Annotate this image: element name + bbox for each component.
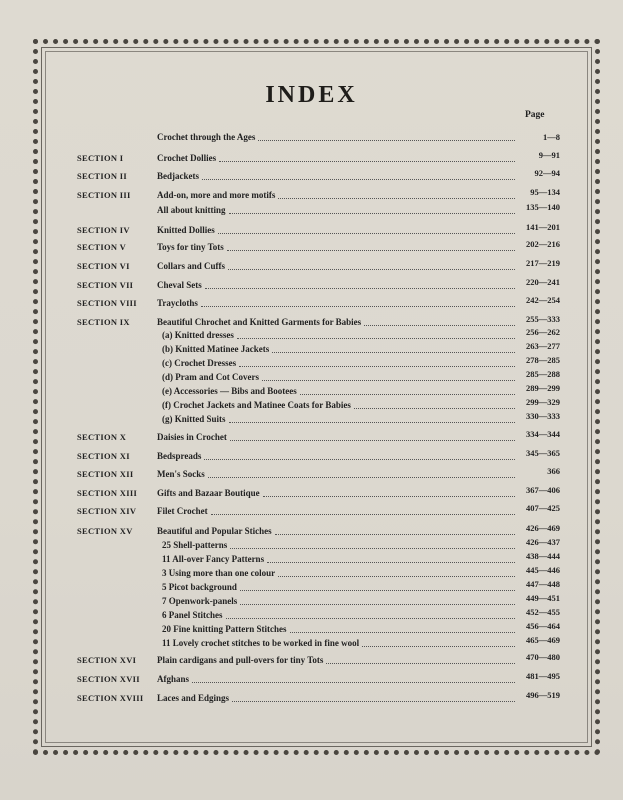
section-label: SECTION XVII: [77, 674, 140, 684]
index-row: [0, 296, 623, 310]
section-label: SECTION XV: [77, 526, 133, 536]
index-row: [0, 486, 623, 500]
index-row: [0, 691, 623, 705]
section-label: SECTION X: [77, 432, 127, 442]
entry-title: Knitted Dollies: [157, 225, 215, 235]
entry-title-line: [162, 552, 515, 566]
entry-title-line: [157, 151, 515, 165]
page-range: 447—448: [526, 579, 560, 589]
entry-title: (c) Crochet Dresses: [162, 358, 237, 368]
dot-leader: [278, 196, 515, 199]
entry-title-line: [162, 370, 515, 384]
entry-title: Plain cardigans and pull-overs for tiny Tots: [157, 655, 324, 665]
entry-title: (a) Knitted dresses: [162, 330, 234, 340]
section-label: SECTION IX: [77, 317, 130, 327]
index-row: [0, 653, 623, 667]
entry-title-line: [162, 580, 515, 594]
page-range: 366: [547, 466, 560, 476]
index-row: [0, 504, 623, 518]
page-range: 426—469: [526, 523, 560, 533]
dot-leader: [204, 457, 515, 460]
page-range: 1—8: [543, 132, 560, 142]
section-label: SECTION IV: [77, 225, 130, 235]
dot-leader: [262, 378, 515, 381]
section-label: SECTION II: [77, 171, 128, 181]
dot-leader: [226, 616, 516, 619]
page-range: 367—406: [526, 485, 560, 495]
entry-title-line: [157, 653, 515, 667]
dot-leader: [205, 286, 515, 289]
section-label: SECTION VII: [77, 280, 134, 290]
section-label: SECTION XI: [77, 451, 130, 461]
page-range: 407—425: [526, 503, 560, 513]
dot-leader: [219, 159, 515, 162]
dot-leader: [237, 336, 515, 339]
page-range: 465—469: [526, 635, 560, 645]
entry-title: Add-on, more and more motifs: [157, 190, 276, 200]
index-row: [0, 203, 623, 217]
entry-title-line: [157, 430, 515, 444]
dot-leader: [362, 644, 515, 647]
dot-leader: [278, 574, 515, 577]
section-label: SECTION XIV: [77, 506, 137, 516]
entry-title: 11 Lovely crochet stitches to be worked in fine wool: [162, 638, 360, 648]
entry-title: Traycloths: [157, 298, 198, 308]
entry-title-line: [157, 240, 515, 254]
entry-title-line: [162, 342, 515, 356]
section-label: SECTION XVI: [77, 655, 137, 665]
page-range: 449—451: [526, 593, 560, 603]
dot-leader: [354, 406, 515, 409]
page-range: 470—480: [526, 652, 560, 662]
entry-title: Daisies in Crochet: [157, 432, 227, 442]
entry-title-line: [162, 412, 515, 426]
entry-title: (b) Knitted Matinee Jackets: [162, 344, 270, 354]
dot-leader: [240, 588, 515, 591]
entry-title: Crochet Dollies: [157, 153, 217, 163]
entry-title: Laces and Edgings: [157, 693, 230, 703]
entry-title-line: [157, 169, 515, 183]
page-range: 217—219: [526, 258, 560, 268]
page-range: 445—446: [526, 565, 560, 575]
entry-title-line: [157, 203, 515, 217]
dot-leader: [267, 560, 515, 563]
entry-title-line: [157, 449, 515, 463]
entry-title: 7 Openwork-panels: [162, 596, 238, 606]
entry-title: Collars and Cuffs: [157, 261, 226, 271]
page-range: 255—333: [526, 314, 560, 324]
dot-leader: [272, 350, 515, 353]
entry-title: 6 Panel Stitches: [162, 610, 223, 620]
entry-title: (d) Pram and Cot Covers: [162, 372, 259, 382]
page-title: INDEX: [265, 82, 358, 108]
dot-leader: [275, 532, 515, 535]
entry-title-line: [162, 622, 515, 636]
page-range: 278—285: [526, 355, 560, 365]
index-row: [0, 449, 623, 463]
page-range: 438—444: [526, 551, 560, 561]
index-row: [0, 467, 623, 481]
page-range: 285—288: [526, 369, 560, 379]
index-row: [0, 223, 623, 237]
entry-title: Beautiful and Popular Stiches: [157, 526, 272, 536]
entry-title-line: [162, 328, 515, 342]
page-range: 256—262: [526, 327, 560, 337]
entry-title: All about knitting: [157, 205, 226, 215]
entry-title-line: [157, 672, 515, 686]
dot-leader: [263, 494, 515, 497]
dot-leader: [258, 138, 515, 141]
index-row: [0, 636, 623, 650]
section-label: SECTION VI: [77, 261, 130, 271]
entry-title-line: [162, 398, 515, 412]
entry-title-line: [157, 188, 515, 202]
section-label: SECTION VIII: [77, 298, 137, 308]
entry-title-line: [157, 504, 515, 518]
index-row: [0, 259, 623, 273]
entry-title-line: [162, 566, 515, 580]
index-row: [0, 169, 623, 183]
page-range: 456—464: [526, 621, 560, 631]
index-row: [0, 672, 623, 686]
section-label: SECTION III: [77, 190, 131, 200]
dot-leader: [239, 364, 515, 367]
page-range: 496—519: [526, 690, 560, 700]
index-row: [0, 240, 623, 254]
page-range: 135—140: [526, 202, 560, 212]
dot-leader: [300, 392, 515, 395]
dot-leader: [208, 475, 515, 478]
entry-title: 3 Using more than one colour: [162, 568, 276, 578]
entry-title-line: [157, 467, 515, 481]
dot-leader: [364, 323, 515, 326]
dot-leader: [230, 438, 515, 441]
entry-title-line: [157, 691, 515, 705]
dot-leader: [290, 630, 516, 633]
entry-title: Cheval Sets: [157, 280, 202, 290]
entry-title-line: [157, 486, 515, 500]
dot-leader: [211, 512, 515, 515]
page-range: 92—94: [534, 168, 560, 178]
page-range: 452—455: [526, 607, 560, 617]
dot-leader: [202, 177, 515, 180]
dot-leader: [240, 602, 515, 605]
section-label: SECTION V: [77, 242, 127, 252]
entry-title-line: [157, 296, 515, 310]
dot-leader: [228, 267, 515, 270]
entry-title: (g) Knitted Suits: [162, 414, 226, 424]
page-range: 330—333: [526, 411, 560, 421]
entry-title-line: [157, 278, 515, 292]
page-range: 426—437: [526, 537, 560, 547]
entry-title-line: [162, 356, 515, 370]
dot-leader: [192, 680, 515, 683]
entry-title: 25 Shell-patterns: [162, 540, 228, 550]
index-row: [0, 412, 623, 426]
page-range: 95—134: [530, 187, 560, 197]
entry-title-line: [162, 384, 515, 398]
index-row: [0, 130, 623, 144]
entry-title-line: [157, 524, 515, 538]
entry-title-line: [157, 130, 515, 144]
dot-leader: [229, 211, 515, 214]
index-row: [0, 151, 623, 165]
entry-title: Beautiful Chrochet and Knitted Garments for Babies: [157, 317, 362, 327]
dot-leader: [232, 699, 515, 702]
section-label: SECTION XIII: [77, 488, 138, 498]
entry-title: Filet Crochet: [157, 506, 208, 516]
dot-leader: [326, 661, 515, 664]
page-column-header: Page: [525, 110, 545, 120]
entry-title-line: [157, 223, 515, 237]
page-range: 141—201: [526, 222, 560, 232]
dot-leader: [227, 248, 515, 251]
page-range: 345—365: [526, 448, 560, 458]
entry-title-line: [157, 259, 515, 273]
page-range: 220—241: [526, 277, 560, 287]
entry-title-line: [162, 608, 515, 622]
entry-title: Bedjackets: [157, 171, 199, 181]
entry-title: Crochet through the Ages: [157, 132, 256, 142]
entry-title: 5 Picot background: [162, 582, 237, 592]
dot-leader: [229, 420, 515, 423]
dot-leader: [218, 231, 515, 234]
page-range: 481—495: [526, 671, 560, 681]
page-range: 334—344: [526, 429, 560, 439]
entry-title: Gifts and Bazaar Boutique: [157, 488, 260, 498]
entry-title: (e) Accessories — Bibs and Bootees: [162, 386, 297, 396]
page-range: 242—254: [526, 295, 560, 305]
entry-title-line: [162, 636, 515, 650]
page-range: 263—277: [526, 341, 560, 351]
entry-title: Bedspreads: [157, 451, 202, 461]
entry-title-line: [157, 315, 515, 329]
page-range: 9—91: [538, 150, 560, 160]
dot-leader: [201, 304, 515, 307]
entry-title: 11 All-over Fancy Patterns: [162, 554, 265, 564]
entry-title-line: [162, 594, 515, 608]
section-label: SECTION I: [77, 153, 124, 163]
page-range: 299—329: [526, 397, 560, 407]
entry-title: Men's Socks: [157, 469, 205, 479]
entry-title: Toys for tiny Tots: [157, 242, 224, 252]
entry-title: 20 Fine knitting Pattern Stitches: [162, 624, 287, 634]
page-range: 202—216: [526, 239, 560, 249]
entry-title: Afghans: [157, 674, 190, 684]
section-label: SECTION XVIII: [77, 693, 144, 703]
dot-leader: [230, 546, 515, 549]
entry-title-line: [162, 538, 515, 552]
page-range: 289—299: [526, 383, 560, 393]
index-row: [0, 278, 623, 292]
section-label: SECTION XII: [77, 469, 134, 479]
index-row: [0, 430, 623, 444]
entry-title: (f) Crochet Jackets and Matinee Coats for Babies: [162, 400, 351, 410]
